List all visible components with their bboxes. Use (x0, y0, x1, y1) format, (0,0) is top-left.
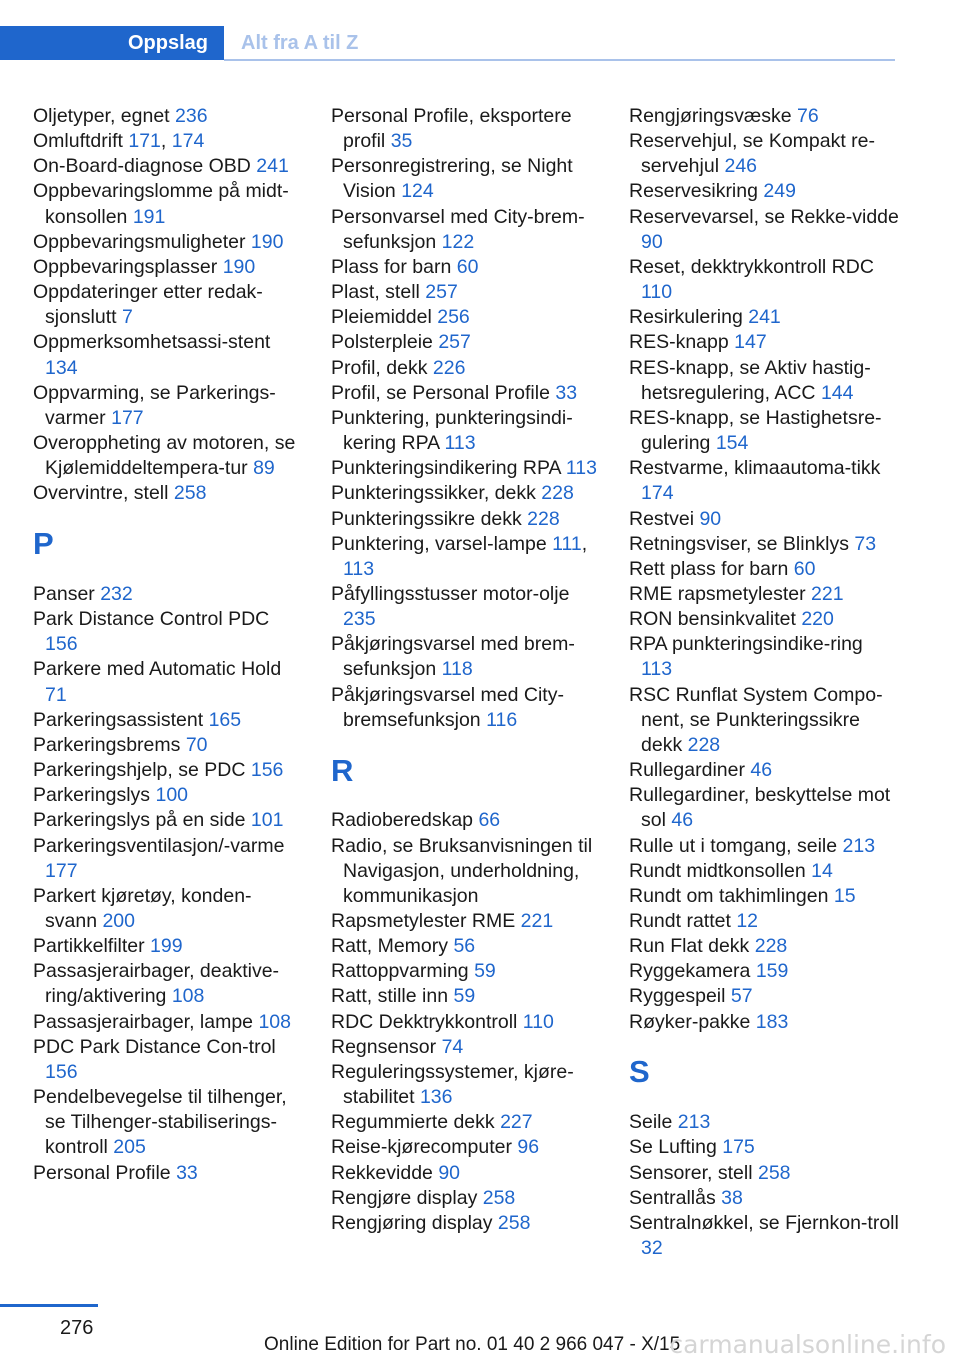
page-reference-link[interactable]: 256 (437, 306, 470, 329)
index-term: Parkere med Automatic Hold (33, 658, 282, 681)
index-entry (629, 305, 899, 330)
index-term: Restvei (629, 507, 700, 530)
index-term: Se Lufting (629, 1136, 723, 1159)
index-term: RSC Runflat System Compo-nent, se Punkteringssikre dekk (629, 683, 883, 756)
index-term: Retningsviser, se Blinklys (629, 532, 855, 555)
page-reference-link[interactable]: 108 (171, 985, 205, 1008)
page-reference-link[interactable]: 113 (565, 457, 597, 480)
index-entry (33, 758, 303, 783)
index-term: Rengjøring display (331, 1211, 498, 1234)
index-term: Park Distance Control PDC (33, 608, 270, 631)
index-entry (331, 456, 601, 481)
index-entry (629, 632, 899, 682)
index-entry (331, 507, 601, 532)
index-term: Parkeringslys (33, 784, 156, 807)
page-reference-link[interactable]: 122 (441, 230, 475, 253)
index-entry (331, 154, 601, 204)
index-entry (331, 406, 601, 456)
index-entry (33, 255, 303, 280)
index-entry (629, 984, 899, 1009)
index-entry (331, 959, 601, 984)
index-term: Rundt rattet (629, 910, 737, 932)
index-entry (629, 1110, 899, 1135)
index-entry (33, 733, 303, 758)
page-reference-link[interactable]: 66 (478, 809, 501, 832)
index-term: Profil, dekk (331, 356, 433, 379)
index-entry (629, 456, 899, 506)
index-term: Reservesikring (629, 180, 764, 203)
index-term: Parkeringsventilasjon/-varme (33, 834, 285, 857)
index-term: Punkteringsindikering RPA (331, 457, 566, 480)
index-entry (331, 582, 601, 632)
watermark: carmanualsonline.info (669, 1330, 946, 1359)
index-entry (33, 280, 303, 330)
index-entry (331, 1161, 601, 1186)
page-reference-link[interactable]: 33 (555, 381, 578, 404)
index-entry (331, 984, 601, 1009)
page-reference-link[interactable]: 73 (854, 532, 877, 555)
page-reference-link[interactable]: 258 (482, 1186, 516, 1209)
page-reference-link[interactable]: 32 (641, 1237, 663, 1260)
index-entry (33, 884, 303, 934)
index-term: Reset, dekktrykkontroll RDC (629, 255, 874, 278)
page-reference-link[interactable]: 228 (527, 507, 560, 530)
index-entry (629, 356, 899, 406)
index-entry (33, 1010, 303, 1035)
page-reference-link[interactable]: 235 (343, 608, 376, 631)
page-reference-link[interactable]: 46 (750, 759, 773, 782)
index-entry (331, 683, 601, 733)
page-reference-link[interactable]: 70 (185, 733, 208, 756)
page-reference-link[interactable]: 136 (419, 1086, 453, 1109)
page-reference-link[interactable]: 76 (796, 105, 819, 127)
index-term: Sentralnøkkel, se Fjernkon-troll (629, 1211, 899, 1234)
page-reference-link[interactable]: 246 (724, 155, 758, 178)
index-term: RES-knapp (629, 331, 735, 354)
index-term: Polsterpleie (331, 331, 439, 354)
index-entry (33, 431, 303, 481)
page-reference-link[interactable]: 60 (793, 557, 816, 580)
index-entry (331, 934, 601, 959)
index-term: Plast, stell (331, 281, 426, 304)
page-header (0, 26, 895, 62)
index-entry (33, 708, 303, 733)
page-reference-link[interactable]: 100 (155, 784, 189, 807)
page-reference-link[interactable]: 228 (687, 733, 721, 756)
index-entry (629, 859, 899, 884)
index-entry (629, 255, 899, 305)
index-entry (331, 481, 601, 506)
index-term: Profil, se Personal Profile (331, 381, 556, 404)
index-entry (629, 406, 899, 456)
index-term: Reise-kjørecomputer (331, 1136, 518, 1159)
page-reference-link[interactable]: 257 (438, 331, 471, 354)
page-reference-link[interactable]: 12 (736, 910, 759, 932)
index-term: Rengjøre display (331, 1186, 483, 1209)
page-reference-link[interactable]: 241 (748, 306, 781, 329)
index-term: Partikkelfilter (33, 935, 151, 958)
index-term: Seile (629, 1111, 678, 1134)
index-term: RON bensinkvalitet (629, 608, 802, 631)
index-letter-heading: R (331, 752, 354, 788)
index-entry (629, 205, 899, 255)
page-reference-link[interactable]: 190 (222, 255, 256, 278)
index-entry (629, 959, 899, 984)
page-reference-link[interactable]: 124 (401, 180, 434, 203)
index-term: Parkeringslys på en side (33, 809, 251, 832)
index-entry (33, 783, 303, 808)
index-term: Resirkulering (629, 306, 749, 329)
index-entry (629, 582, 899, 607)
index-term: PDC Park Distance Con-trol (33, 1035, 276, 1058)
index-term: Reservevarsel, se Rekke-vidde (629, 205, 899, 228)
index-term: Personal Profile, eksportere profil (331, 105, 572, 153)
index-entry (331, 280, 601, 305)
page-reference-link[interactable]: 226 (432, 356, 466, 379)
index-column-2 (331, 104, 601, 1236)
index-entry (331, 808, 601, 833)
index-term: Reguleringssystemer, kjøre-stabilitet (331, 1060, 574, 1109)
page-reference-link[interactable]: 258 (173, 482, 207, 505)
index-entry (33, 582, 303, 607)
page-reference-link[interactable]: 258 (757, 1161, 791, 1184)
page-reference-link[interactable]: 59 (474, 960, 496, 983)
page-reference-link[interactable]: 205 (113, 1136, 146, 1159)
index-term: Run Flat dekk (629, 935, 755, 958)
page-reference-link[interactable]: 60 (456, 255, 479, 278)
page-reference-link[interactable]: 71 (45, 683, 67, 706)
page-reference-link[interactable]: 35 (390, 130, 413, 153)
index-entry (629, 1135, 899, 1160)
index-entry (331, 255, 601, 280)
index-entry (629, 179, 899, 204)
index-column-1 (33, 104, 303, 1186)
page-reference-link[interactable]: 165 (208, 708, 242, 731)
index-entry (33, 607, 303, 657)
page-reference-link[interactable]: 177 (45, 859, 78, 882)
page-reference-link[interactable]: 156 (45, 1060, 78, 1083)
index-column-3 (629, 104, 899, 1261)
index-letter-heading: P (33, 526, 54, 562)
index-entry (331, 305, 601, 330)
index-entry (331, 632, 601, 682)
index-entry (33, 330, 303, 380)
index-term: RDC Dekktrykkontroll (331, 1010, 523, 1033)
page-reference-link[interactable]: 174 (641, 482, 674, 505)
page-reference-link[interactable]: 236 (175, 105, 208, 127)
index-entry (629, 557, 899, 582)
index-term: Passasjerairbager, deaktive-ring/aktivering (33, 960, 280, 1008)
index-entry (629, 834, 899, 859)
page-reference-link[interactable]: 174 (171, 130, 205, 153)
index-term: Overoppheting av motoren, se Kjølemiddeltempera-tur (33, 432, 296, 480)
page-separator: , (581, 532, 588, 555)
index-entry (629, 1010, 899, 1035)
page-reference-link[interactable]: 257 (425, 281, 458, 304)
page-reference-link[interactable]: 14 (811, 859, 833, 882)
index-entry (33, 1085, 303, 1160)
page-reference-link[interactable]: 200 (102, 910, 135, 933)
index-entry (33, 129, 303, 154)
page-reference-link[interactable]: 113 (343, 557, 375, 580)
page-reference-link[interactable]: 113 (444, 432, 476, 455)
index-entry (629, 1186, 899, 1211)
index-term: Sentrallås (629, 1186, 722, 1209)
index-term: Rattoppvarming (331, 960, 475, 983)
index-term: Rekkevidde (331, 1161, 439, 1184)
index-term: Pendelbevegelse til tilhenger, se Tilhenger-stabiliserings-kontroll (33, 1086, 287, 1159)
page-reference-link[interactable]: 90 (699, 507, 722, 530)
index-term: Rapsmetylester RME (331, 910, 521, 933)
index-entry (33, 1161, 303, 1186)
page-reference-link[interactable]: 190 (250, 230, 284, 253)
index-term: Parkeringshjelp, se PDC (33, 759, 251, 782)
page-reference-link[interactable]: 221 (811, 582, 844, 605)
index-entry (629, 683, 899, 758)
page-reference-link[interactable]: 38 (721, 1186, 743, 1209)
page-reference-link[interactable]: 7 (121, 306, 133, 329)
index-entry (331, 834, 601, 909)
index-term: Røyker-pakke (629, 1010, 756, 1033)
index-entry (33, 834, 303, 884)
index-entry (331, 1110, 601, 1135)
index-term: On-Board-diagnose OBD (33, 155, 257, 178)
index-term: Rundt om takhimlingen (629, 884, 834, 907)
index-entry (331, 205, 601, 255)
index-term: Personal Profile (33, 1161, 177, 1184)
page-reference-link[interactable]: 156 (45, 633, 78, 656)
index-term: RME rapsmetylester (629, 582, 812, 605)
index-term: Oppvarming, se Parkerings-varmer (33, 381, 276, 429)
index-term: Rundt midtkonsollen (629, 859, 812, 882)
page-reference-link[interactable]: 199 (150, 935, 183, 958)
index-term: Ratt, Memory (331, 935, 454, 958)
index-entry (629, 1211, 899, 1261)
index-term: RES-knapp, se Hastighetsre-gulering (629, 406, 882, 455)
page-reference-link[interactable]: 154 (715, 432, 749, 455)
index-entry (331, 1186, 601, 1211)
index-term: Restvarme, klimaautoma-tikk (629, 457, 881, 480)
index-term: Oppbevaringsmuligheter (33, 230, 251, 253)
index-term: Omluftdrift (33, 130, 129, 153)
index-term: Oppdateringer etter redak-sjonslutt (33, 281, 263, 329)
index-entry (331, 104, 601, 154)
index-term: Passasjerairbager, lampe (33, 1010, 259, 1033)
page-reference-link[interactable]: 191 (132, 205, 166, 228)
index-term: Oppmerksomhetsassi-stent (33, 331, 271, 354)
page-reference-link[interactable]: 101 (250, 809, 284, 832)
page-reference-link[interactable]: 96 (517, 1136, 540, 1159)
page-reference-link[interactable]: 90 (641, 230, 663, 253)
page-reference-link[interactable]: 177 (111, 406, 144, 429)
index-entry (33, 154, 303, 179)
page-reference-link[interactable]: 74 (441, 1035, 464, 1058)
page-reference-link[interactable]: 46 (671, 809, 694, 832)
index-entry (331, 1010, 601, 1035)
page-reference-link[interactable]: 144 (820, 381, 854, 404)
index-term: Punktering, punkteringsindi-kering RPA (331, 406, 573, 455)
page-reference-link[interactable]: 213 (677, 1111, 711, 1134)
index-entry (33, 481, 303, 506)
index-term: Punktering, varsel-lampe (331, 532, 553, 555)
page-reference-link[interactable]: 232 (100, 582, 133, 605)
index-entry (629, 104, 899, 129)
page-reference-link[interactable]: 156 (250, 759, 284, 782)
index-term: Personvarsel med City-brem-sefunksjon (331, 205, 585, 253)
page-reference-link[interactable]: 228 (754, 935, 788, 958)
index-entry (33, 1035, 303, 1085)
index-term: Rulle ut i tomgang, seile (629, 834, 843, 857)
page-reference-link[interactable]: 56 (453, 935, 476, 958)
index-term: Parkert kjøretøy, konden-svann (33, 884, 252, 933)
page-reference-link[interactable]: 111 (552, 532, 582, 555)
index-entry (331, 381, 601, 406)
index-entry (331, 1060, 601, 1110)
page-reference-link[interactable]: 134 (45, 356, 78, 379)
index-term: Rullegardiner (629, 759, 751, 782)
index-entry (33, 959, 303, 1009)
index-term: Rett plass for barn (629, 557, 794, 580)
page-reference-link[interactable]: 220 (801, 608, 834, 631)
page-reference-link[interactable]: 89 (253, 457, 275, 480)
index-entry (33, 179, 303, 229)
index-entry (629, 758, 899, 783)
index-term: Regnsensor (331, 1035, 442, 1058)
page-reference-link[interactable]: 227 (500, 1111, 533, 1134)
page-reference-link[interactable]: 258 (497, 1211, 531, 1234)
page-reference-link[interactable]: 116 (486, 708, 518, 731)
index-term: Punkteringssikker, dekk (331, 482, 542, 505)
index-term: Punkteringssikre dekk (331, 507, 528, 530)
page-separator: , (160, 130, 172, 153)
index-entry (331, 1135, 601, 1160)
index-entry (33, 934, 303, 959)
index-entry (331, 909, 601, 934)
index-entry (331, 356, 601, 381)
index-term: RES-knapp, se Aktiv hastig-hetsregulering, ACC (629, 356, 871, 404)
page-reference-link[interactable]: 108 (258, 1010, 291, 1033)
index-entry (33, 381, 303, 431)
page-reference-link[interactable]: 147 (734, 331, 767, 354)
index-letter-heading: S (629, 1054, 650, 1090)
index-entry (629, 330, 899, 355)
page-reference-link[interactable]: 183 (755, 1010, 789, 1033)
page-reference-link[interactable]: 159 (755, 960, 789, 983)
page-reference-link[interactable]: 57 (730, 985, 753, 1008)
page-reference-link[interactable]: 90 (438, 1161, 461, 1184)
index-term: Panser (33, 582, 101, 605)
page-number: 276 (60, 1317, 94, 1339)
index-term: Oppbevaringslomme på midt-konsollen (33, 180, 289, 228)
page-reference-link[interactable]: 213 (842, 834, 876, 857)
index-entry (33, 230, 303, 255)
page-reference-link[interactable]: 33 (176, 1161, 198, 1184)
page-reference-link[interactable]: 113 (641, 658, 673, 681)
page-reference-link[interactable]: 110 (641, 281, 673, 304)
index-entry (331, 330, 601, 355)
index-entry (33, 808, 303, 833)
index-term: Påfyllingsstusser motor-olje (331, 582, 570, 605)
index-term: Plass for barn (331, 255, 457, 278)
index-term: Ryggespeil (629, 985, 731, 1008)
index-entry (629, 1161, 899, 1186)
index-entry (629, 532, 899, 557)
index-entry (629, 607, 899, 632)
index-entry (629, 507, 899, 532)
index-entry (629, 129, 899, 179)
index-term: Rullegardiner, beskyttelse mot sol (629, 784, 891, 832)
index-term: RPA punkteringsindike-ring (629, 633, 863, 656)
page-reference-link[interactable]: 118 (441, 658, 473, 681)
index-term: Reservehjul, se Kompakt re-servehjul (629, 130, 876, 178)
footer-rule (0, 1304, 98, 1307)
page-reference-link[interactable]: 15 (833, 884, 856, 907)
index-term: Parkeringsassistent (33, 708, 209, 731)
page-reference-link[interactable]: 59 (453, 985, 476, 1008)
index-term: Påkjøringsvarsel med brem-sefunksjon (331, 633, 575, 681)
index-term: Rengjøringsvæske (629, 105, 797, 127)
subsection-title: Alt fra A til Z (241, 32, 359, 54)
index-term: Pleiemiddel (331, 306, 438, 329)
index-term: Ratt, stille inn (331, 985, 454, 1008)
index-entry (33, 104, 303, 129)
index-entry (629, 934, 899, 959)
index-entry (33, 657, 303, 707)
index-entry (331, 532, 601, 582)
edition-info: Online Edition for Part no. 01 40 2 966 047 - X/15 (264, 1334, 681, 1355)
index-term: Regummierte dekk (331, 1111, 501, 1134)
page-reference-link[interactable]: 249 (763, 180, 796, 203)
index-term: Ryggekamera (629, 960, 756, 983)
index-term: Overvintre, stell (33, 482, 174, 505)
page-reference-link[interactable]: 110 (522, 1010, 554, 1033)
index-term: Personregistrering, se Night Vision (331, 155, 573, 203)
index-entry (331, 1035, 601, 1060)
index-term: Påkjøringsvarsel med City-bremsefunksjon (331, 683, 564, 731)
section-title: Oppslag (128, 32, 209, 54)
index-entry (629, 884, 899, 909)
index-entry (331, 1211, 601, 1236)
page-reference-link[interactable]: 228 (541, 482, 574, 505)
page-reference-link[interactable]: 171 (128, 130, 161, 153)
index-entry (629, 909, 899, 934)
index-term: Radio, se Bruksanvisningen til Navigasjon, underholdning, kommunikasjon (331, 834, 593, 907)
page-reference-link[interactable]: 241 (256, 155, 289, 178)
index-term: Radioberedskap (331, 809, 479, 832)
index-term: Oljetyper, egnet (33, 105, 176, 127)
header-rule (224, 59, 895, 61)
index-entry (629, 783, 899, 833)
index-term: Parkeringsbrems (33, 733, 186, 756)
page-reference-link[interactable]: 221 (520, 910, 554, 933)
index-term: Sensorer, stell (629, 1161, 758, 1184)
page-reference-link[interactable]: 175 (722, 1136, 755, 1159)
index-term: Oppbevaringsplasser (33, 255, 223, 278)
